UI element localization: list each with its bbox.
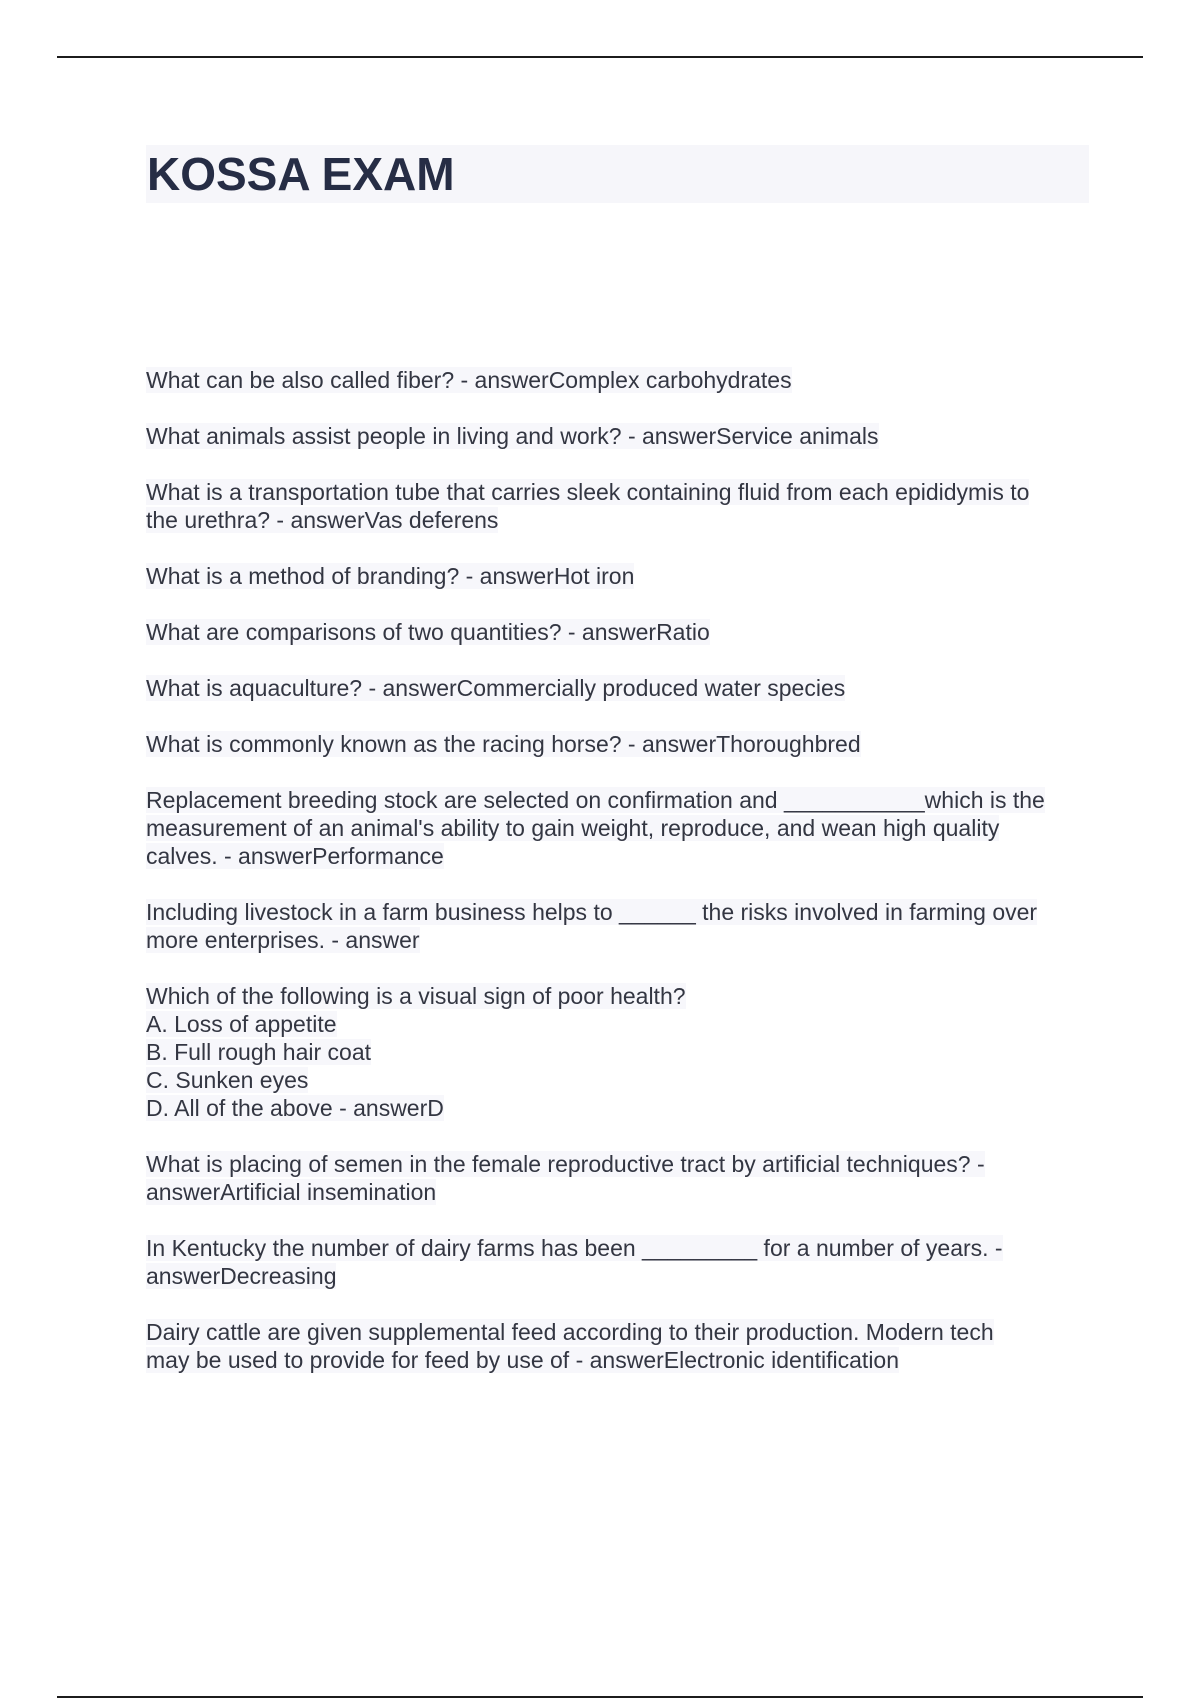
top-rule <box>57 56 1143 58</box>
qa-line: In Kentucky the number of dairy farms has been _________ for a number of years. - <box>146 1235 1003 1261</box>
qa-line: answerDecreasing <box>146 1263 337 1289</box>
qa-line: What is aquaculture? - answerCommercially produced water species <box>146 675 846 701</box>
qa-item <box>146 422 1096 450</box>
qa-item <box>146 982 1096 1122</box>
qa-item <box>146 786 1096 870</box>
qa-line: Replacement breeding stock are selected on confirmation and ___________which is the <box>146 787 1045 813</box>
qa-line: measurement of an animal's ability to gain weight, reproduce, and wean high quality <box>146 815 1000 841</box>
qa-line: more enterprises. - answer <box>146 927 420 953</box>
qa-line: calves. - answerPerformance <box>146 843 444 869</box>
qa-line: What is placing of semen in the female reproductive tract by artificial techniques? - <box>146 1151 985 1177</box>
qa-line: What is a transportation tube that carries sleek containing fluid from each epididymis to <box>146 479 1030 505</box>
qa-line: answerArtificial insemination <box>146 1179 437 1205</box>
qa-item <box>146 898 1096 954</box>
qa-item <box>146 618 1096 646</box>
qa-item <box>146 674 1096 702</box>
qa-item <box>146 1318 1096 1374</box>
qa-line: What animals assist people in living and work? - answerService animals <box>146 423 879 449</box>
qa-line: Which of the following is a visual sign of poor health? <box>146 983 686 1009</box>
qa-line: Dairy cattle are given supplemental feed according to their production. Modern tech <box>146 1319 994 1345</box>
qa-line: Including livestock in a farm business helps to ______ the risks involved in farming over <box>146 899 1038 925</box>
qa-item <box>146 366 1096 394</box>
qa-item <box>146 730 1096 758</box>
qa-option: C. Sunken eyes <box>146 1067 309 1093</box>
qa-list <box>146 366 1096 1402</box>
qa-item <box>146 562 1096 590</box>
qa-option: A. Loss of appetite <box>146 1011 337 1037</box>
bottom-rule <box>57 1696 1143 1698</box>
qa-option: D. All of the above - answerD <box>146 1095 444 1121</box>
qa-option: B. Full rough hair coat <box>146 1039 372 1065</box>
qa-line: What is a method of branding? - answerHot iron <box>146 563 635 589</box>
qa-line: What is commonly known as the racing horse? - answerThoroughbred <box>146 731 861 757</box>
qa-line: What can be also called fiber? - answerComplex carbohydrates <box>146 367 792 393</box>
qa-line: the urethra? - answerVas deferens <box>146 507 499 533</box>
page-title: KOSSA EXAM <box>147 148 455 200</box>
qa-line: What are comparisons of two quantities? - answerRatio <box>146 619 710 645</box>
qa-item <box>146 1234 1096 1290</box>
qa-item <box>146 478 1096 534</box>
qa-item <box>146 1150 1096 1206</box>
qa-line: may be used to provide for feed by use of - answerElectronic identification <box>146 1347 900 1373</box>
